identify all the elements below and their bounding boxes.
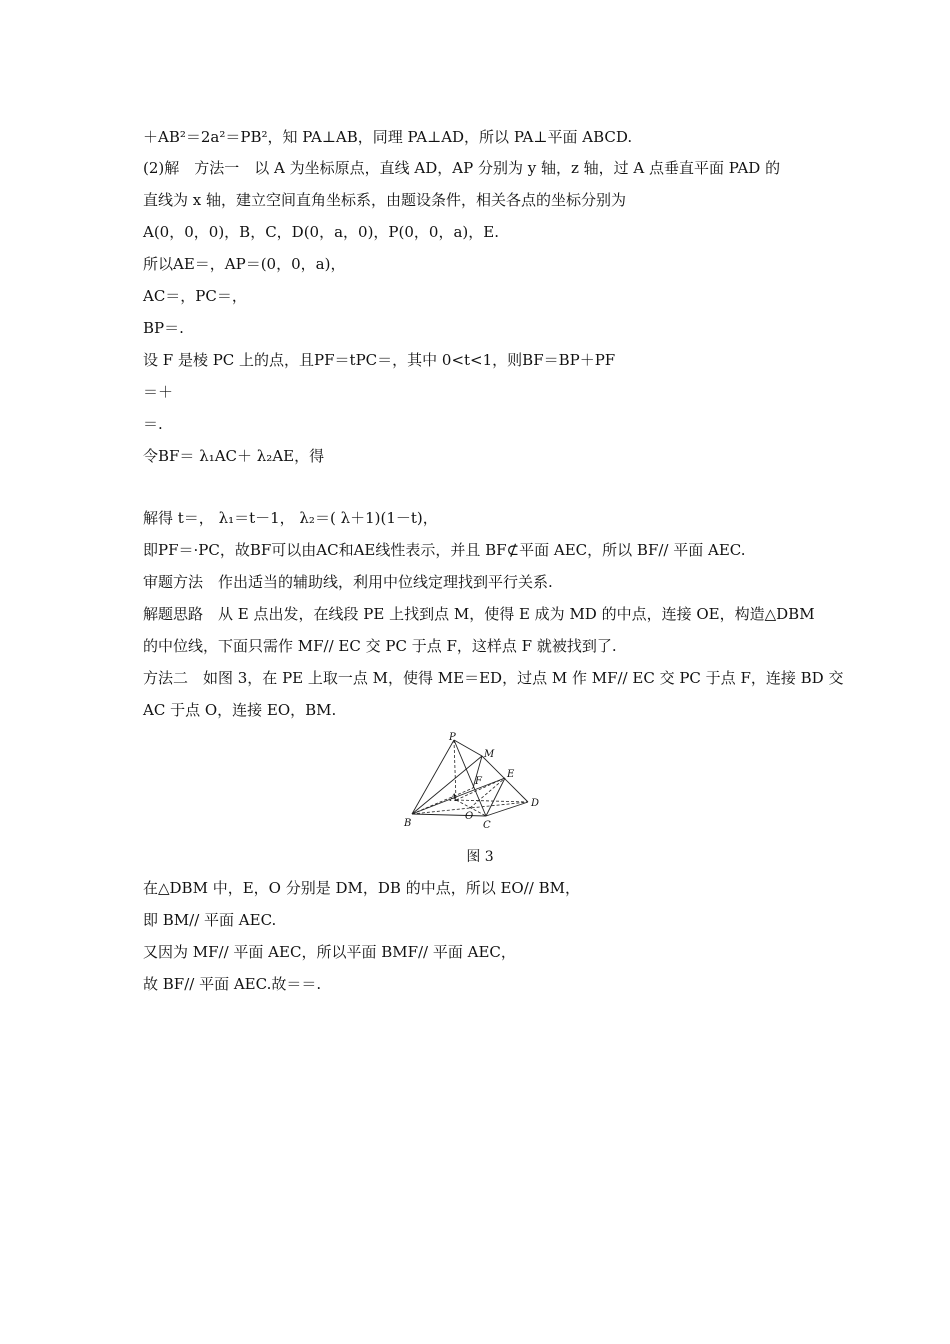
- label-O: O: [465, 811, 474, 822]
- text-line-4: A(0，0，0)，B，C，D(0，a，0)，P(0，0，a)，E.: [143, 223, 499, 241]
- text-line-18: AC 于点 O，连接 EO，BM.: [143, 701, 337, 719]
- text-line-2: (2)解 方法一 以 A 为坐标原点，直线 AD，AP 分别为 y 轴，z 轴，过 A 点垂直平面 PAD 的: [143, 159, 781, 177]
- label-M: M: [484, 749, 495, 760]
- text-line-6: AC＝，PC＝，: [143, 287, 247, 305]
- text-line-7: BP＝.: [143, 319, 184, 337]
- pyramid-diagram: [400, 728, 550, 832]
- text-line-16: 的中位线，下面只需作 MF// EC 交 PC 于点 F，这样点 F 就被找到了.: [143, 637, 617, 655]
- label-C: C: [483, 820, 491, 831]
- text-line-10: ＝.: [143, 415, 163, 433]
- figure-caption: 图 3: [466, 849, 494, 865]
- label-A: A: [450, 793, 458, 804]
- text-line-19: 在△DBM 中，E，O 分别是 DM，DB 的中点，所以 EO// BM，: [143, 879, 580, 897]
- geometry-figure: [400, 728, 550, 832]
- label-P: P: [449, 732, 456, 743]
- text-line-20: 即 BM// 平面 AEC.: [143, 911, 277, 929]
- text-line-11: 令BF＝ λ₁AC＋ λ₂AE，得: [143, 447, 325, 465]
- text-line-3: 直线为 x 轴，建立空间直角坐标系，由题设条件，相关各点的坐标分别为: [143, 191, 626, 209]
- label-E: E: [507, 769, 515, 780]
- text-line-9: ＝＋: [143, 383, 174, 401]
- text-line-1: ＋AB²＝2a²＝PB²，知 PA⊥AB，同理 PA⊥AD，所以 PA⊥平面 ABCD.: [143, 128, 633, 146]
- text-line-21: 又因为 MF// 平面 AEC，所以平面 BMF// 平面 AEC，: [143, 943, 516, 961]
- text-line-17: 方法二 如图 3，在 PE 上取一点 M，使得 ME＝ED，过点 M 作 MF// EC 交 PC 于点 F，连接 BD 交: [143, 669, 844, 687]
- text-line-14: 审题方法 作出适当的辅助线，利用中位线定理找到平行关系.: [143, 573, 553, 591]
- text-line-8: 设 F 是棱 PC 上的点，且PF＝tPC＝，其中 0<t<1，则BF＝BP＋PF: [143, 351, 616, 369]
- text-line-22: 故 BF// 平面 AEC.故＝＝.: [143, 975, 322, 993]
- label-F: F: [475, 776, 482, 787]
- label-B: B: [404, 818, 412, 829]
- text-line-15: 解题思路 从 E 点出发，在线段 PE 上找到点 M，使得 E 成为 MD 的中点，连接 OE，构造△DBM: [143, 605, 815, 623]
- text-line-13: 即PF＝·PC，故BF可以由AC和AE线性表示，并且 BF⊄平面 AEC，所以 BF// 平面 AEC.: [143, 541, 746, 559]
- text-line-5: 所以AE＝，AP＝(0，0，a)，: [143, 255, 346, 273]
- text-line-12: 解得 t＝， λ₁＝t－1， λ₂＝( λ＋1)(1－t)，: [143, 509, 438, 527]
- label-D: D: [531, 798, 540, 809]
